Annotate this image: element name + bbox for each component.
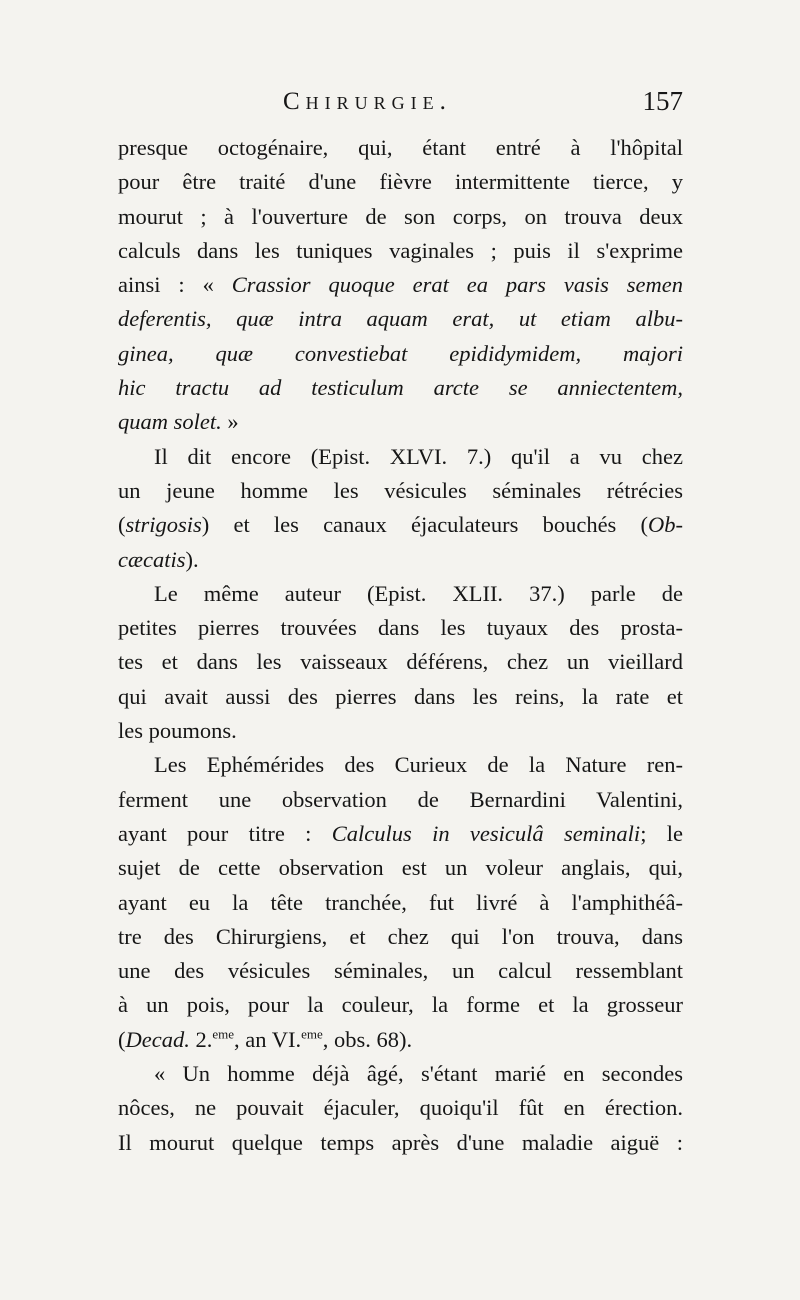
- italic-text: Decad.: [125, 1026, 190, 1052]
- text-segment: petites pierres trouvées dans les tuyaux des prosta-: [118, 615, 683, 641]
- text-segment: ferment une observation de Bernardini Valentini,: [118, 786, 683, 812]
- text-segment: 2.: [189, 1026, 213, 1052]
- text-segment: ayant pour titre :: [118, 820, 332, 846]
- text-line: [118, 131, 683, 165]
- text-line: [118, 302, 683, 336]
- text-line: [118, 954, 683, 988]
- italic-text: ginea, quæ convestiebat epididymidem, majori: [118, 340, 683, 366]
- text-line: [118, 748, 683, 782]
- text-line: [118, 474, 683, 508]
- italic-text: hic tractu ad testiculum arcte se anniectentem,: [118, 375, 683, 401]
- text-line: [118, 988, 683, 1022]
- text-line: [118, 234, 683, 268]
- text-line: [118, 508, 683, 542]
- running-title: Chirurgie.: [283, 88, 452, 115]
- text-segment: , obs. 68).: [322, 1026, 413, 1052]
- text-line: [118, 200, 683, 234]
- text-segment: ).: [185, 546, 199, 572]
- text-segment: sujet de cette observation est un voleur anglais, qui,: [118, 855, 683, 881]
- text-line: [118, 920, 683, 954]
- text-line: [118, 611, 683, 645]
- italic-text: strigosis: [125, 512, 202, 538]
- text-line: [118, 405, 683, 439]
- text-line: [118, 440, 683, 474]
- text-line: [118, 1091, 683, 1125]
- italic-text: Crassior quoque erat ea pars vasis semen: [231, 272, 683, 298]
- text-segment: calculs dans les tuniques vaginales ; puis il s'exprime: [118, 237, 683, 263]
- text-segment: « Un homme déjà âgé, s'étant marié en secondes: [154, 1061, 683, 1087]
- page-header: [118, 88, 683, 128]
- text-body: [118, 131, 683, 1160]
- text-segment: les poumons.: [118, 718, 237, 744]
- text-segment: tre des Chirurgiens, et chez qui l'on trouva, dans: [118, 923, 683, 949]
- text-segment: ) et les canaux éjaculateurs bouchés (: [201, 512, 648, 538]
- text-line: [118, 680, 683, 714]
- text-line: [118, 165, 683, 199]
- text-line: [118, 1057, 683, 1091]
- text-segment: Il dit encore (Epist. XLVI. 7.) qu'il a vu chez: [154, 443, 683, 469]
- text-segment: presque octogénaire, qui, étant entré à l'hôpital: [118, 135, 683, 160]
- text-line: [118, 851, 683, 885]
- text-segment: ainsi : «: [118, 272, 232, 298]
- text-line: [118, 783, 683, 817]
- text-segment: qui avait aussi des pierres dans les reins, la rate et: [118, 683, 683, 709]
- text-segment: une des vésicules séminales, un calcul ressemblant: [118, 958, 683, 984]
- text-segment: ; le: [640, 820, 683, 846]
- superscript-text: eme: [212, 1026, 235, 1042]
- text-segment: mourut ; à l'ouverture de son corps, on trouva deux: [118, 203, 683, 229]
- text-segment: un jeune homme les vésicules séminales rétrécies: [118, 477, 683, 503]
- text-segment: Il mourut quelque temps après d'une maladie aiguë :: [118, 1129, 683, 1155]
- text-segment: ayant eu la tête tranchée, fut livré à l'amphithéâ-: [118, 889, 683, 915]
- superscript-text: eme: [301, 1026, 323, 1042]
- text-segment: Les Ephémérides des Curieux de la Nature ren-: [154, 752, 683, 778]
- text-line: [118, 1023, 683, 1057]
- text-segment: (: [118, 512, 126, 538]
- italic-text: deferentis, quæ intra aquam erat, ut etiam albu-: [118, 306, 683, 332]
- text-segment: tes et dans les vaisseaux déférens, chez un vieillard: [118, 649, 683, 675]
- italic-text: quam solet.: [118, 409, 222, 435]
- text-segment: , an VI.: [234, 1026, 302, 1052]
- italic-text: Calculus in vesiculâ seminali: [331, 820, 641, 846]
- italic-text: cæcatis: [118, 546, 186, 572]
- text-segment: à un pois, pour la couleur, la forme et la grosseur: [118, 992, 683, 1018]
- text-line: [118, 543, 683, 577]
- text-line: [118, 886, 683, 920]
- text-line: [118, 645, 683, 679]
- text-line: [118, 337, 683, 371]
- text-line: [118, 371, 683, 405]
- text-segment: (: [118, 1026, 126, 1052]
- text-line: [118, 268, 683, 302]
- text-segment: »: [221, 409, 239, 435]
- text-line: [118, 1126, 683, 1160]
- text-line: [118, 817, 683, 851]
- text-segment: Le même auteur (Epist. XLII. 37.) parle de: [154, 580, 683, 606]
- text-segment: pour être traité d'une fièvre intermittente tierce, y: [118, 169, 683, 195]
- page-number: 157: [642, 86, 683, 116]
- text-line: [118, 714, 683, 748]
- italic-text: Ob-: [648, 512, 683, 538]
- text-segment: nôces, ne pouvait éjaculer, quoiqu'il fût en érection.: [118, 1095, 683, 1121]
- text-line: [118, 577, 683, 611]
